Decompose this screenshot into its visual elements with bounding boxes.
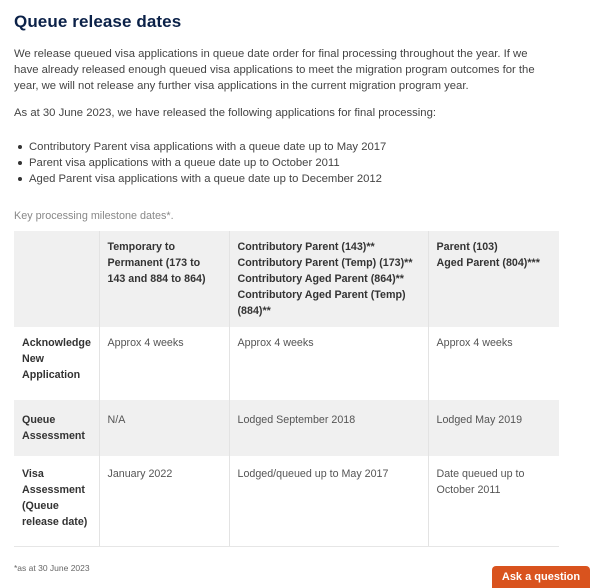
list-item: Contributory Parent visa applications with a queue date up to May 2017 [18,139,386,155]
ask-question-button[interactable]: Ask a question [492,566,590,588]
release-list [18,139,386,187]
bullet-icon [18,145,22,149]
table-row [14,400,559,456]
bullet-icon [18,177,22,181]
table-header-cell: Parent (103) Aged Parent (804)*** [428,231,559,327]
row-header: Visa Assessment (Queue release date) [14,456,99,546]
footnote: *as at 30 June 2023 [14,563,90,573]
list-item: Parent visa applications with a queue date up to October 2011 [18,155,386,171]
table-cell: Lodged September 2018 [229,400,428,456]
milestone-table [14,231,559,547]
table-cell: N/A [99,400,229,456]
table-header-row [14,231,559,327]
table-header-cell: Temporary to Permanent (173 to 143 and 884 to 864) [99,231,229,327]
table-cell: Lodged/queued up to May 2017 [229,456,428,546]
table-cell: Approx 4 weeks [436,337,513,349]
table-cell: January 2022 [99,456,229,546]
row-header: Queue Assessment [14,400,99,456]
table-cell: Lodged May 2019 [428,400,559,456]
row-header: Acknowledge New Application [14,327,99,400]
list-item: Aged Parent visa applications with a queue date up to December 2012 [18,171,386,187]
table-cell: Date queued up to October 2011 [428,456,559,546]
milestone-caption: Key processing milestone dates*. [14,210,174,222]
table-header-cell [14,231,99,327]
table-header-cell: Contributory Parent (143)** Contributory Parent (Temp) (173)** Contributory Aged Parent (864)** Contributory Aged Parent (Temp) (884)** [229,231,428,327]
table-row [14,327,559,400]
bullet-icon [18,161,22,165]
page-title: Queue release dates [14,12,182,31]
table-cell: Approx 4 weeks [229,327,428,400]
table-cell: Approx 4 weeks [99,327,229,400]
table-row [14,456,559,546]
intro-paragraph: We release queued visa applications in queue date order for final processing throughout the year. If we have already released enough queued visa applications to meet the migration program outcomes for the year, we will not release any further visa applications in the current migration program year. [14,48,535,92]
as-at-statement: As at 30 June 2023, we have released the following applications for final processing: [14,107,437,119]
